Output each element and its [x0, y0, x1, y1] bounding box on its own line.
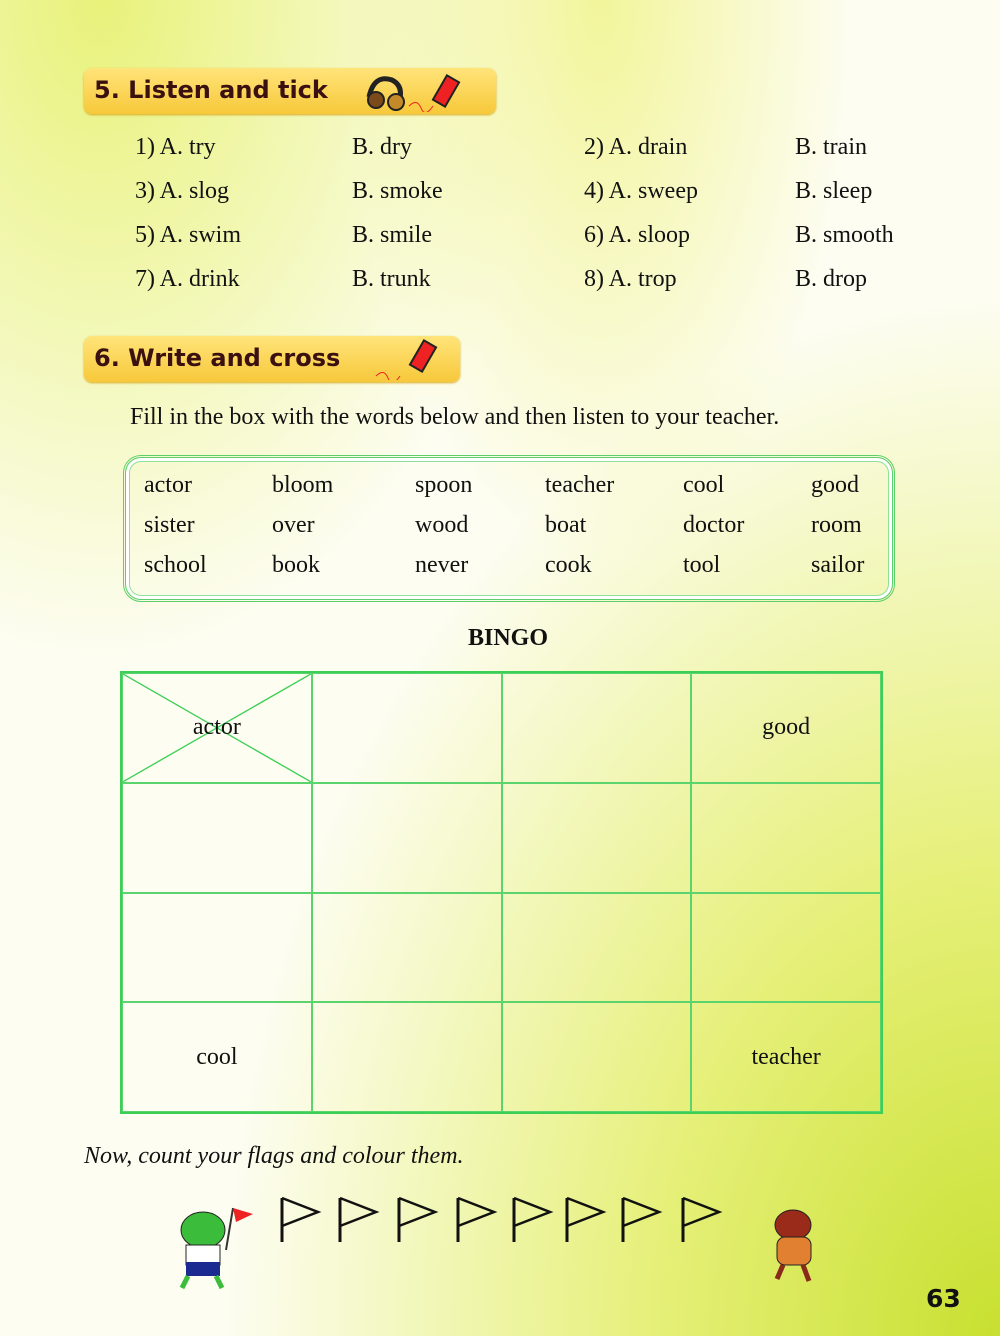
section5-banner: 5. Listen and tick: [84, 68, 496, 114]
word-item: tool: [683, 552, 721, 578]
option-b[interactable]: B. drop: [795, 266, 867, 292]
word-item: spoon: [415, 472, 473, 498]
word-item: school: [144, 552, 207, 578]
bingo-cell[interactable]: [122, 783, 312, 893]
option-b[interactable]: B. trunk: [352, 266, 431, 292]
flag-icon[interactable]: [338, 1196, 380, 1244]
word-item: never: [415, 552, 469, 578]
word-item: boat: [545, 512, 587, 538]
word-item: cook: [545, 552, 592, 578]
option-a[interactable]: 4) A. sweep: [584, 178, 698, 204]
option-a[interactable]: 8) A. trop: [584, 266, 677, 292]
bingo-cell[interactable]: [122, 673, 312, 783]
bingo-cell[interactable]: [122, 1002, 312, 1112]
footer-instruction: Now, count your flags and colour them.: [84, 1143, 464, 1169]
option-a[interactable]: 3) A. slog: [135, 178, 230, 204]
flag-icon[interactable]: [681, 1196, 723, 1244]
option-a[interactable]: 2) A. drain: [584, 134, 688, 160]
flag-icon[interactable]: [456, 1196, 498, 1244]
option-b[interactable]: B. smile: [352, 222, 433, 248]
word-item: cool: [683, 472, 725, 498]
flag-icon[interactable]: [565, 1196, 607, 1244]
bingo-word: actor: [192, 714, 241, 741]
word-item: room: [811, 512, 862, 538]
section6-banner: 6. Write and cross: [84, 336, 460, 382]
bingo-cell[interactable]: [312, 783, 502, 893]
option-a[interactable]: 5) A. swim: [135, 222, 242, 248]
option-b[interactable]: B. smoke: [352, 178, 443, 204]
bingo-cell[interactable]: [502, 893, 692, 1003]
toad-mascot-icon: [755, 1205, 835, 1285]
word-item: sailor: [811, 552, 865, 578]
word-item: teacher: [545, 472, 615, 498]
bingo-cell[interactable]: [312, 1002, 502, 1112]
flag-icon[interactable]: [280, 1196, 322, 1244]
frog-mascot-icon: [158, 1200, 253, 1290]
word-item: wood: [415, 512, 469, 538]
option-b[interactable]: B. sleep: [795, 178, 873, 204]
word-box: [123, 455, 895, 602]
option-b[interactable]: B. dry: [352, 134, 412, 160]
option-a[interactable]: 6) A. sloop: [584, 222, 691, 248]
word-item: book: [272, 552, 320, 578]
headphones-icon: [364, 72, 474, 112]
bingo-cell[interactable]: [691, 783, 881, 893]
bingo-cell[interactable]: [312, 673, 502, 783]
word-item: actor: [144, 472, 192, 498]
pencil-icon: [374, 338, 454, 380]
bingo-word: good: [762, 714, 811, 741]
word-item: bloom: [272, 472, 334, 498]
word-item: over: [272, 512, 315, 538]
flag-icon[interactable]: [397, 1196, 439, 1244]
bingo-title: BINGO: [467, 625, 548, 651]
option-b[interactable]: B. train: [795, 134, 867, 160]
flag-icon[interactable]: [621, 1196, 663, 1244]
word-item: good: [811, 472, 859, 498]
bingo-word: cool: [196, 1043, 238, 1070]
bingo-cell[interactable]: [502, 1002, 692, 1112]
option-a[interactable]: 7) A. drink: [135, 266, 240, 292]
bingo-cell[interactable]: [312, 893, 502, 1003]
bingo-grid: [120, 671, 883, 1114]
bingo-cell[interactable]: [122, 893, 312, 1003]
bingo-cell[interactable]: [502, 783, 692, 893]
option-a[interactable]: 1) A. try: [135, 134, 216, 160]
page-number: 63: [926, 1284, 961, 1313]
bingo-cell[interactable]: [691, 1002, 881, 1112]
bingo-cell[interactable]: [502, 673, 692, 783]
word-item: sister: [144, 512, 195, 538]
bingo-cell[interactable]: [691, 893, 881, 1003]
option-b[interactable]: B. smooth: [795, 222, 894, 248]
word-item: doctor: [683, 512, 745, 538]
flag-icon[interactable]: [512, 1196, 554, 1244]
bingo-cell[interactable]: [691, 673, 881, 783]
bingo-word: teacher: [751, 1043, 821, 1070]
instruction: Fill in the box with the words below and then listen to your teacher.: [130, 404, 780, 430]
